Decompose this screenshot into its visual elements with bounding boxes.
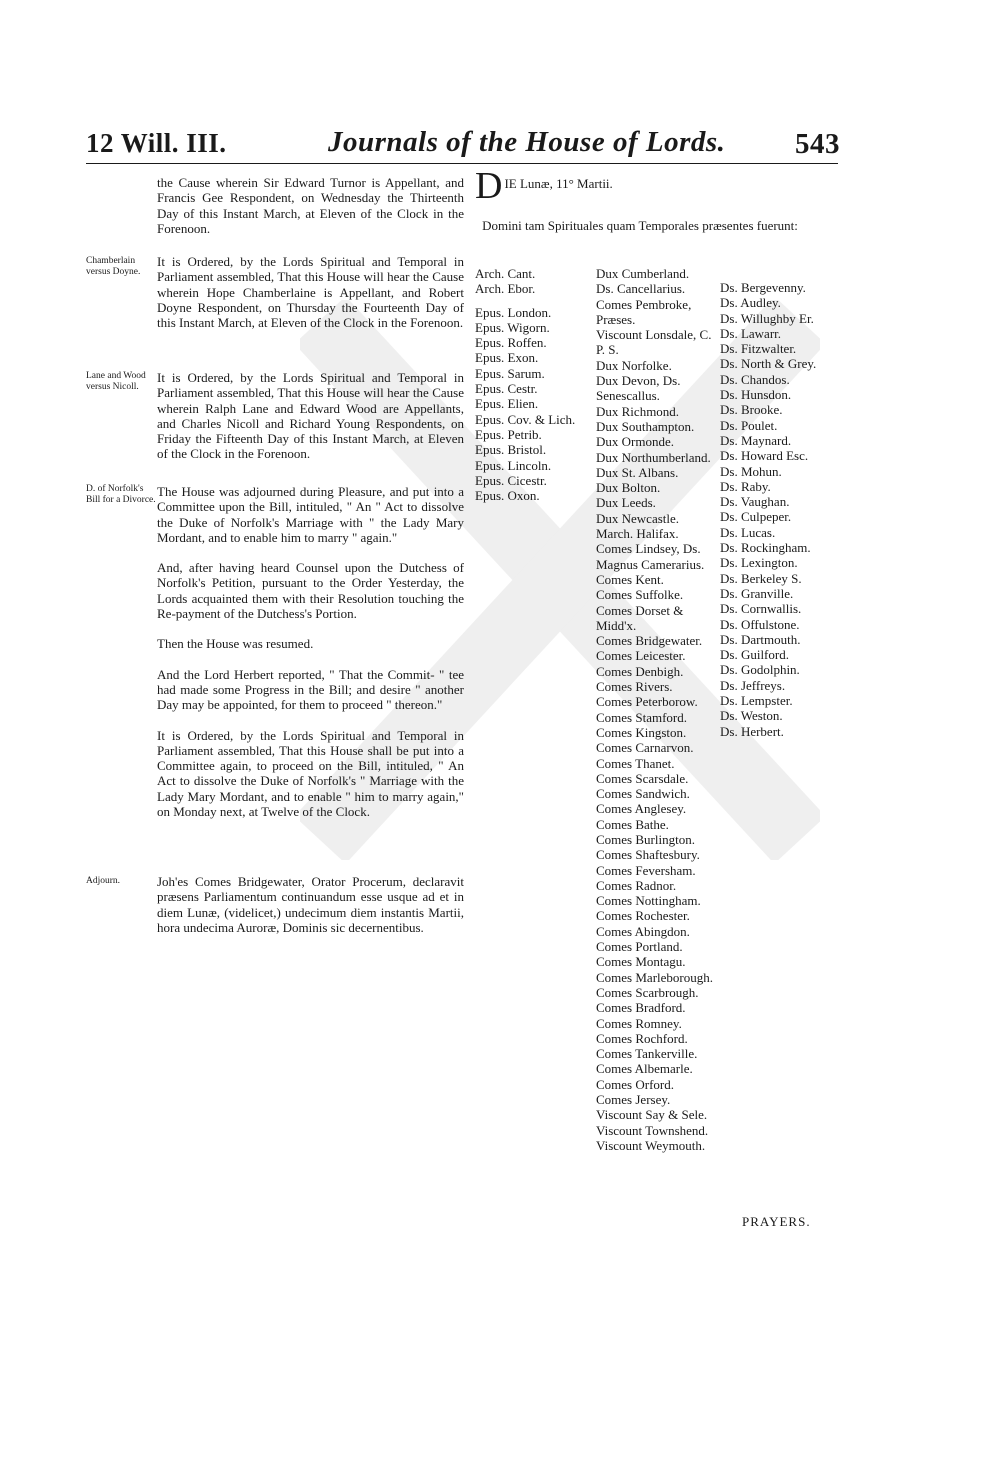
attendance-entry: Comes Marleborough.: [596, 969, 713, 985]
attendance-entry: Ds. Lempster.: [720, 693, 793, 709]
attendance-entry: Comes Montagu.: [596, 954, 686, 970]
attendance-entry: Ds. Godolphin.: [720, 662, 800, 678]
attendance-entry: Ds. Lexington.: [720, 555, 798, 571]
paragraph: Joh'es Comes Bridgewater, Orator Procerum, declaravit præsens Parliamentum continuandum esse usque ad et in diem Lunæ, (videlicet,) undecimum diem instantis Martii, hora undecima Auroræ, Dominis sic decernentibus.: [157, 874, 464, 935]
attendance-entry: Comes Kent.: [596, 571, 664, 587]
attendance-entry: Ds. Herbert.: [720, 723, 784, 739]
attendance-entry: Ds. Brooke.: [720, 402, 783, 418]
attendance-entry: Comes Burlington.: [596, 831, 695, 847]
attendance-entry: Epus. Elien.: [475, 396, 539, 412]
attendance-entry: Comes Romney.: [596, 1015, 682, 1031]
attendance-entry: Comes Suffolke.: [596, 587, 684, 603]
attendance-entry: Ds. Howard Esc.: [720, 448, 809, 464]
attendance-entry: Comes Radnor.: [596, 877, 677, 893]
attendance-entry: Dux Devon, Ds. Senescallus.: [596, 373, 681, 404]
attendance-entry: Epus. Cestr.: [475, 381, 538, 397]
attendance-entry: Arch. Ebor.: [475, 281, 536, 297]
attendance-entry: Viscount Say & Sele.: [596, 1107, 708, 1123]
entry-norfolk-divorce: [157, 484, 464, 834]
attendance-entry: Comes Scarsdale.: [596, 770, 689, 786]
header-rule: [86, 163, 838, 164]
margin-note-chamberlain: Chamberlain versus Doyne.: [86, 256, 141, 277]
attendance-entry: Dux Newcastle.: [596, 510, 680, 526]
attendance-entry: Ds. Audley.: [720, 295, 781, 311]
attendance-entry: Epus. Petrib.: [475, 426, 542, 442]
paragraph: And the Lord Herbert reported, " That the Commit- " tee had made some Progress in the Bill; and desire " another Day may be appointed, for them to proceed " thereon.": [157, 666, 464, 713]
attendance-entry: Epus. Lincoln.: [475, 457, 552, 473]
margin-note-lane-wood: Lane and Wood versus Nicoll.: [86, 371, 146, 392]
attendance-entry: Comes Rochester.: [596, 908, 690, 924]
attendance-entry: Ds. Lucas.: [720, 524, 776, 540]
attendance-entry: Epus. Oxon.: [475, 488, 540, 504]
attendance-entry: Ds. Offulstone.: [720, 616, 800, 632]
attendance-entry: Epus. Roffen.: [475, 335, 547, 351]
attendance-entry: Comes Dorset & Midd'x.: [596, 602, 684, 633]
attendance-entry: Ds. Mohun.: [720, 463, 782, 479]
list-gap: [475, 297, 593, 305]
attendance-entry: Comes Rochford.: [596, 1030, 688, 1046]
attendance-entry: Dux St. Albans.: [596, 464, 679, 480]
attendance-entry: Comes Albemarle.: [596, 1061, 693, 1077]
attendance-entry: Ds. Lawarr.: [720, 325, 782, 341]
attendance-entry: Dux Southampton.: [596, 418, 695, 434]
attendance-entry: Dux Northumberland.: [596, 449, 711, 465]
left-column: [157, 175, 464, 251]
attendance-entry: Comes Anglesey.: [596, 801, 687, 817]
attendance-entry: Ds. Dartmouth.: [720, 631, 801, 647]
attendance-entry: Dux Ormonde.: [596, 434, 674, 450]
attendance-entry: Viscount Townshend.: [596, 1122, 709, 1138]
attendance-entry: Comes Abingdon.: [596, 923, 690, 939]
attendance-entry: Comes Tankerville.: [596, 1046, 698, 1062]
attendance-entry: Viscount Weymouth.: [596, 1137, 706, 1153]
attendance-entry: Ds. Jeffreys.: [720, 677, 786, 693]
entry-adjourn: [157, 874, 464, 950]
attendance-entry: Comes Nottingham.: [596, 893, 701, 909]
attendance-entry: Comes Feversham.: [596, 862, 696, 878]
attendance-entry: Ds. Guilford.: [720, 647, 789, 663]
attendance-entry: Comes Thanet.: [596, 755, 675, 771]
present-heading: Domini tam Spirituales quam Temporales præsentes fuerunt:: [482, 218, 798, 233]
attendance-entry: Dux Leeds.: [596, 495, 656, 511]
attendance-entry: Comes Jersey.: [596, 1092, 671, 1108]
attendance-entry: Comes Shaftesbury.: [596, 847, 700, 863]
sitting-date: [475, 165, 835, 207]
attendance-entry: Comes Bradford.: [596, 1000, 686, 1016]
running-head-regnal-year: 12 Will. III.: [86, 128, 227, 158]
attendance-entry: Ds. Bergevenny.: [720, 280, 806, 295]
page-number: 543: [795, 128, 840, 160]
paragraph: It is Ordered, by the Lords Spiritual and Temporal in Parliament assembled, That this House will hear the Cause wherein Hope Chamberlaine is Appellant, and Robert Doyne Respondent, on Thursday the Fourteenth Day of this Instant March, at Eleven of the Clock in the Forenoon.: [157, 254, 464, 331]
attendance-entry: Comes Peterborow.: [596, 694, 698, 710]
attendance-entry: Ds. Raby.: [720, 478, 771, 494]
attendance-entry: Epus. Exon.: [475, 350, 539, 366]
attendance-entry: Ds. Chandos.: [720, 371, 790, 387]
attendance-entry: Comes Sandwich.: [596, 786, 690, 802]
attendance-entry: Ds. Hunsdon.: [720, 387, 792, 403]
attendance-entry: Comes Leicester.: [596, 648, 686, 664]
attendance-entry: Dux Richmond.: [596, 403, 680, 419]
attendance-entry: Viscount Lonsdale, C. P. S.: [596, 327, 712, 358]
attendance-entry: Comes Bridgewater.: [596, 633, 703, 649]
continuation-paragraph: the Cause wherein Sir Edward Turnor is Appellant, and Francis Gee Respondent, on Wednesday the Thirteenth Day of this Instant March, at Eleven of the Clock in the Forenoon.: [157, 175, 464, 236]
attendance-entry: Comes Orford.: [596, 1076, 674, 1092]
attendance-entry: Ds. North & Grey.: [720, 356, 817, 372]
attendance-entry: Ds. Granville.: [720, 585, 794, 601]
date-text: IE Lunæ, 11° Martii.: [504, 176, 613, 191]
attendance-entry: Comes Kingston.: [596, 724, 687, 740]
margin-note-adjourn: Adjourn.: [86, 876, 121, 886]
attendance-entry: Epus. Cicestr.: [475, 472, 547, 488]
attendance-column-barons: [720, 280, 838, 739]
attendance-entry: Ds. Fitzwalter.: [720, 341, 797, 357]
paragraph: It is Ordered, by the Lords Spiritual and Temporal in Parliament assembled, That this House will hear the Cause wherein Ralph Lane and Edward Wood are Appellants, and Charles Nicoll and Richard Young Respondents, on Friday the Fifteenth Day of this Instant March, at Eleven of the Clock in the Forenoon.: [157, 370, 464, 462]
attendance-entry: Comes Pembroke, Præses.: [596, 296, 692, 327]
attendance-entry: Ds. Weston.: [720, 708, 783, 724]
attendance-entry: Dux Bolton.: [596, 480, 661, 496]
entry-chamberlain: [157, 254, 464, 345]
attendance-entry: Comes Scarbrough.: [596, 984, 699, 1000]
paragraph: And, after having heard Counsel upon the Dutchess of Norfolk's Petition, pursuant to the Order Yesterday, the Lords acquainted them with their Resolution touching the Re-payment of the Dutchess's Portion.: [157, 560, 464, 622]
attendance-entry: Ds. Rockingham.: [720, 540, 811, 556]
paragraph: It is Ordered, by the Lords Spiritual and Temporal in Parliament assembled, That this House shall be put into a Committee again, to proceed on the Bill, intituled, " An Act to dissolve the Duke of Norfolk's " Marriage with the Lady Mary Mordant, and to enable " him to marry again," on Monday next, at Twelve of the Clock.: [157, 727, 464, 820]
running-head-title: Journals of the House of Lords.: [328, 126, 726, 158]
attendance-entry: Ds. Maynard.: [720, 432, 792, 448]
attendance-entry: Comes Portland.: [596, 939, 683, 955]
attendance-entry: Epus. Sarum.: [475, 365, 545, 381]
attendance-entry: Ds. Berkeley S.: [720, 570, 802, 586]
attendance-entry: Comes Bathe.: [596, 816, 669, 832]
attendance-entry: Epus. London.: [475, 304, 552, 320]
margin-note-norfolk-divorce: D. of Norfolk's Bill for a Divorce.: [86, 484, 156, 505]
attendance-entry: Comes Carnarvon.: [596, 740, 694, 756]
attendance-entry: Ds. Poulet.: [720, 417, 778, 433]
attendance-entry: Comes Denbigh.: [596, 663, 684, 679]
attendance-column-dukes-earls: [596, 266, 718, 1153]
attendance-entry: Epus. Cov. & Lich.: [475, 411, 576, 427]
entry-lane-wood: [157, 370, 464, 477]
attendance-entry: Ds. Cancellarius.: [596, 281, 686, 297]
attendance-entry: Ds. Culpeper.: [720, 509, 792, 525]
attendance-entry: Epus. Wigorn.: [475, 319, 550, 335]
attendance-column-bishops: [475, 266, 593, 503]
drop-cap: D: [475, 165, 503, 207]
attendance-entry: Comes Lindsey, Ds. Magnus Camerarius.: [596, 541, 705, 572]
catchword: PRAYERS.: [742, 1214, 811, 1229]
attendance-entry: Ds. Cornwallis.: [720, 601, 802, 617]
attendance-entry: Ds. Vaughan.: [720, 494, 790, 510]
attendance-entry: Comes Rivers.: [596, 679, 673, 695]
attendance-entry: Arch. Cant.: [475, 266, 536, 281]
paragraph: The House was adjourned during Pleasure, and put into a Committee upon the Bill, intituled, " An " Act to dissolve the Duke of Norfolk's Marriage with " the Lady Mary Mordant, and to enable him to marry " again.": [157, 484, 464, 545]
paragraph: Then the House was resumed.: [157, 636, 314, 652]
attendance-entry: Dux Cumberland.: [596, 266, 690, 281]
attendance-entry: Epus. Bristol.: [475, 442, 547, 458]
attendance-entry: March. Halifax.: [596, 526, 679, 542]
attendance-entry: Comes Stamford.: [596, 709, 687, 725]
attendance-entry: Ds. Willughby Er.: [720, 310, 814, 326]
attendance-entry: Dux Norfolke.: [596, 357, 672, 373]
